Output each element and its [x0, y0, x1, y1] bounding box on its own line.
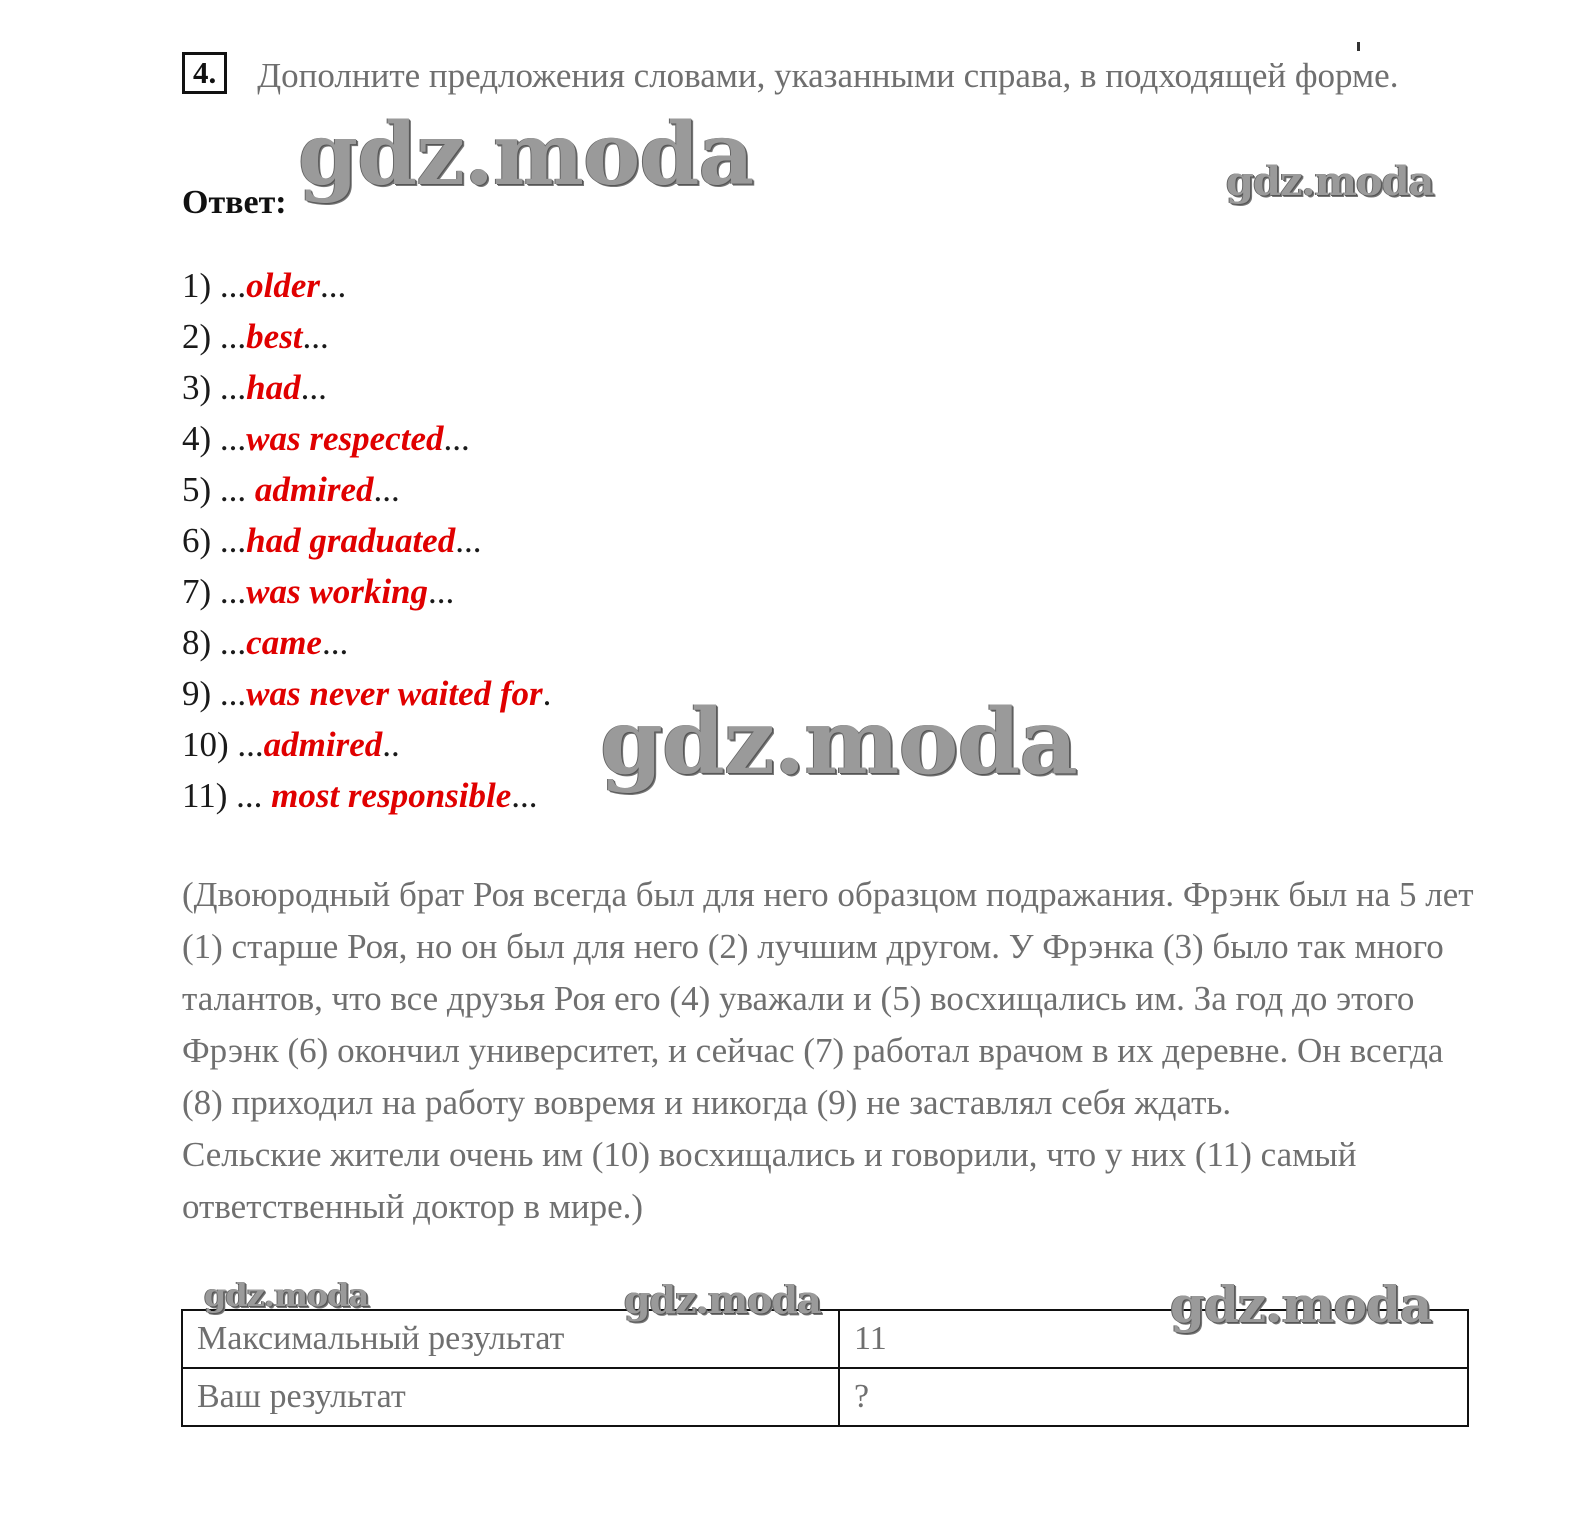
answer-ellipsis: ...	[236, 776, 272, 815]
answer-number: 2)	[182, 317, 212, 356]
translation-paragraph: (Двоюродный брат Роя всегда был для него образцом подражания. Фрэнк был на 5 лет (1) старше Роя, но он был для него (2) лучшим другом. У Фрэнка (3) было так много талантов, что все друзья Роя его (4) уважали и (5) восхищались им. За год до этого Фрэнк (6) окончил университет, и сейчас (7) работал врачом в их деревне. Он всегда (8) приходил на работу вовремя и никогда (9) не заставлял себя ждать.	[182, 875, 1474, 1122]
answer-ellipsis: ...	[219, 572, 247, 611]
answer-number: 3)	[182, 368, 212, 407]
answer-ellipsis: ...	[219, 674, 247, 713]
max-score-label: Максимальный результат	[182, 1310, 839, 1368]
answer-word: was respected	[246, 419, 444, 458]
task-instruction: Дополните предложения словами, указанными справа, в подходящей форме.	[257, 56, 1399, 95]
answer-ellipsis: ...	[219, 521, 247, 560]
answer-ellipsis: ...	[443, 419, 470, 458]
task-header	[182, 50, 1422, 102]
watermark: gdz.moda	[1170, 1275, 1432, 1334]
answer-ellipsis: ...	[219, 317, 247, 356]
answer-number: 5)	[182, 470, 212, 509]
watermark: gdz.moda	[1226, 158, 1434, 205]
answer-number: 10)	[182, 725, 229, 764]
answer-word: admired	[263, 725, 383, 764]
translation-paragraph: Сельские жители очень им (10) восхищались и говорили, что у них (11) самый ответственный доктор в мире.)	[182, 1135, 1357, 1226]
watermark: gdz.moda	[624, 1277, 821, 1322]
answer-word: was working	[246, 572, 429, 611]
answer-item	[182, 362, 551, 413]
answer-ellipsis: ...	[320, 266, 347, 305]
your-score-label: Ваш результат	[182, 1368, 839, 1426]
answer-list	[182, 260, 551, 821]
answer-number: 7)	[182, 572, 212, 611]
translation-text	[182, 869, 1482, 1233]
answer-ellipsis: ...	[237, 725, 264, 764]
answer-ellipsis: ...	[373, 470, 400, 509]
answer-ellipsis: ...	[219, 266, 247, 305]
watermark: gdz.moda	[600, 689, 1077, 795]
answer-item	[182, 566, 551, 617]
answer-ellipsis: .	[542, 674, 552, 713]
answer-word: had	[246, 368, 301, 407]
answer-ellipsis: ...	[511, 776, 538, 815]
task-number: 4.	[182, 52, 227, 94]
answer-number: 4)	[182, 419, 212, 458]
answer-number: 1)	[182, 266, 212, 305]
answer-word: admired	[254, 470, 374, 509]
answer-word: most responsible	[271, 776, 512, 815]
answer-ellipsis: ...	[219, 623, 247, 662]
answer-number: 11)	[182, 776, 228, 815]
answer-item	[182, 668, 551, 719]
answer-ellipsis: ...	[302, 317, 329, 356]
answer-ellipsis: ..	[382, 725, 400, 764]
answer-ellipsis: ...	[219, 419, 247, 458]
answer-word: was never waited for	[246, 674, 543, 713]
answer-ellipsis: ...	[321, 623, 349, 662]
answer-number: 8)	[182, 623, 212, 662]
answer-item	[182, 260, 551, 311]
max-score-value: 11	[839, 1310, 1468, 1368]
answer-word: came	[246, 623, 322, 662]
answer-ellipsis: ...	[219, 368, 247, 407]
answer-item	[182, 719, 551, 770]
watermark: gdz.moda	[204, 1276, 369, 1314]
your-score-value: ?	[839, 1368, 1468, 1426]
answer-item	[182, 311, 551, 362]
answer-ellipsis: ...	[428, 572, 455, 611]
answer-ellipsis: ...	[300, 368, 327, 407]
answer-label: Ответ:	[182, 184, 287, 221]
answer-item	[182, 515, 551, 566]
answer-ellipsis: ...	[219, 470, 255, 509]
answer-item	[182, 770, 551, 821]
answer-ellipsis: ...	[455, 521, 482, 560]
answer-word: older	[246, 266, 321, 305]
watermark: gdz.moda	[298, 104, 754, 205]
answer-item	[182, 617, 551, 668]
answer-number: 9)	[182, 674, 212, 713]
answer-number: 6)	[182, 521, 212, 560]
answer-word: best	[246, 317, 303, 356]
answer-item	[182, 413, 551, 464]
answer-item	[182, 464, 551, 515]
answer-word: had graduated	[246, 521, 456, 560]
table-row	[182, 1368, 1468, 1426]
